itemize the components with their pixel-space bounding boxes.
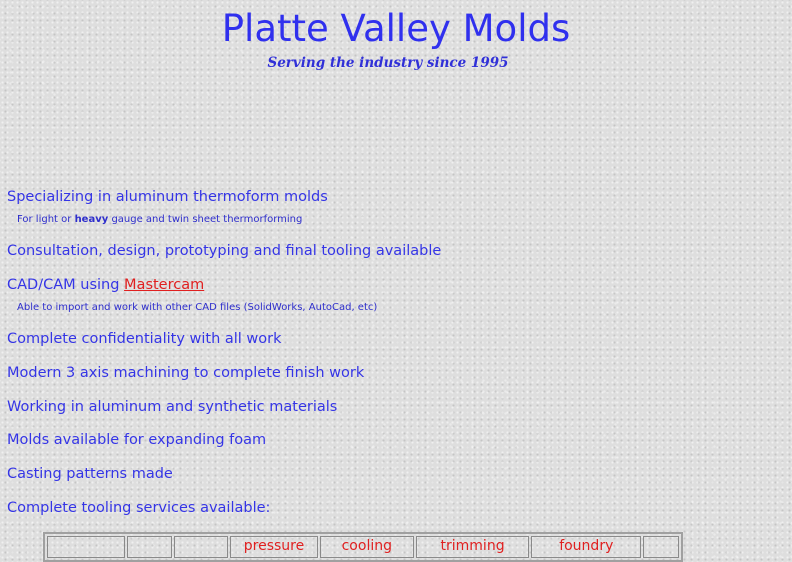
table-cell bbox=[127, 536, 173, 558]
table-cell-foundry: foundry bbox=[531, 536, 641, 558]
detail-bold: heavy bbox=[74, 214, 109, 225]
feature-cadcam-detail: Able to import and work with other CAD files (SolidWorks, AutoCad, etc) bbox=[17, 302, 378, 313]
feature-foam: Molds available for expanding foam bbox=[7, 432, 267, 448]
mastercam-link[interactable]: Mastercam bbox=[124, 277, 205, 293]
site-title: Platte Valley Molds bbox=[221, 7, 571, 50]
feature-thermoform-detail bbox=[17, 214, 302, 225]
feature-materials: Working in aluminum and synthetic materials bbox=[7, 399, 338, 415]
table-cell-cooling: cooling bbox=[320, 536, 414, 558]
table-cell bbox=[174, 536, 228, 558]
feature-machining: Modern 3 axis machining to complete finish work bbox=[7, 365, 365, 381]
site-tagline: Serving the industry since 1995 bbox=[267, 55, 509, 71]
feature-thermoform: Specializing in aluminum thermoform molds bbox=[7, 189, 328, 205]
feature-cadcam bbox=[7, 277, 204, 293]
feature-casting: Casting patterns made bbox=[7, 466, 173, 482]
table-cell bbox=[47, 536, 125, 558]
table-cell-pressure: pressure bbox=[230, 536, 318, 558]
feature-tooling: Complete tooling services available: bbox=[7, 500, 271, 516]
cadcam-prefix: CAD/CAM using bbox=[7, 277, 120, 293]
feature-confidentiality: Complete confidentiality with all work bbox=[7, 331, 282, 347]
tooling-services-table bbox=[43, 532, 683, 562]
table-cell bbox=[643, 536, 679, 558]
feature-consultation: Consultation, design, prototyping and final tooling available bbox=[7, 243, 442, 259]
detail-suffix: gauge and twin sheet thermorforming bbox=[111, 214, 303, 225]
table-row bbox=[47, 536, 679, 558]
table-cell-trimming: trimming bbox=[416, 536, 530, 558]
detail-prefix: For light or bbox=[17, 214, 72, 225]
